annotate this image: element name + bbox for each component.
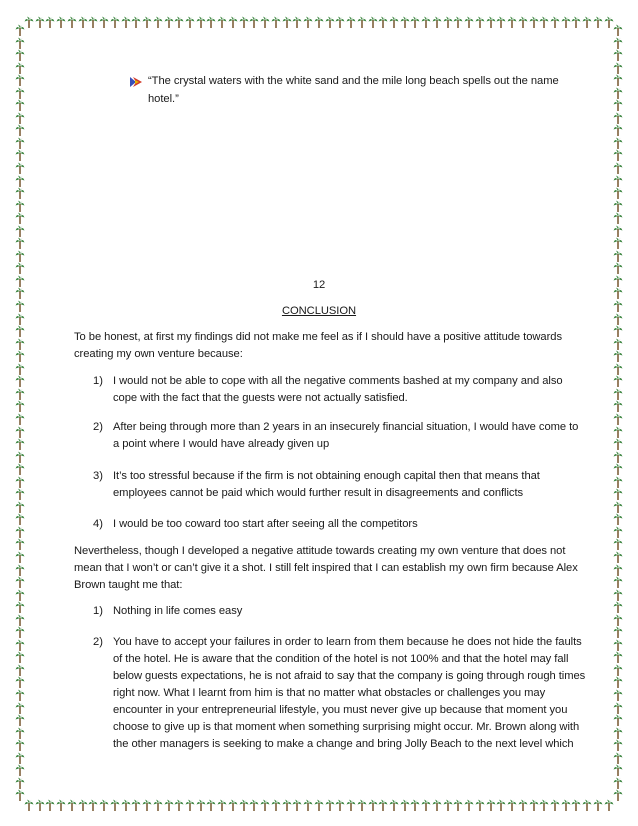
- palm-tree-icon: [15, 714, 25, 726]
- palm-tree-icon: [613, 363, 623, 375]
- palm-tree-icon: [518, 16, 528, 28]
- page-title: CONCLUSION: [281, 305, 357, 317]
- palm-tree-icon: [582, 16, 592, 28]
- palm-tree-icon: [346, 16, 356, 28]
- palm-tree-icon: [613, 338, 623, 350]
- palm-tree-icon: [15, 237, 25, 249]
- palm-tree-icon: [335, 799, 345, 811]
- palm-tree-icon: [228, 16, 238, 28]
- palm-tree-icon: [15, 476, 25, 488]
- palm-tree-icon: [110, 799, 120, 811]
- palm-tree-icon: [496, 16, 506, 28]
- quote-line-1: “The crystal waters with the white sand and the mile long beach spells out the name: [148, 75, 559, 87]
- palm-tree-icon: [400, 799, 410, 811]
- palm-tree-icon: [206, 799, 216, 811]
- list-item-line: choose to give up is that moment when something surprising might occur. Mr. Brown along with: [113, 721, 580, 733]
- palm-tree-icon: [613, 727, 623, 739]
- list-item-line: right now. What I learnt from him is that no matter what obstacles or challenges you may: [113, 687, 546, 699]
- palm-tree-icon: [475, 799, 485, 811]
- palm-tree-icon: [613, 526, 623, 538]
- palm-tree-icon: [15, 62, 25, 74]
- palm-tree-icon: [15, 400, 25, 412]
- palm-tree-icon: [613, 62, 623, 74]
- palm-tree-icon: [314, 799, 324, 811]
- palm-tree-icon: [185, 16, 195, 28]
- palm-tree-icon: [613, 451, 623, 463]
- palm-tree-icon: [206, 16, 216, 28]
- palm-tree-icon: [15, 325, 25, 337]
- palm-tree-icon: [15, 526, 25, 538]
- palm-tree-icon: [15, 689, 25, 701]
- palm-tree-icon: [110, 16, 120, 28]
- palm-tree-icon: [282, 799, 292, 811]
- list-item-line: below guests expectations, he is not afraid to say that the company is going through rough times: [113, 670, 586, 682]
- quote-line-2: hotel.”: [148, 93, 179, 105]
- palm-tree-icon: [507, 16, 517, 28]
- palm-tree-icon: [613, 789, 623, 801]
- border-left: [12, 24, 28, 802]
- palm-tree-icon: [613, 589, 623, 601]
- palm-tree-icon: [613, 225, 623, 237]
- palm-tree-icon: [613, 200, 623, 212]
- palm-tree-icon: [15, 651, 25, 663]
- list-item-number: 2): [93, 421, 103, 433]
- palm-tree-icon: [15, 438, 25, 450]
- palm-tree-icon: [486, 16, 496, 28]
- palm-tree-icon: [571, 799, 581, 811]
- palm-tree-icon: [15, 149, 25, 161]
- palm-tree-icon: [88, 16, 98, 28]
- palm-tree-icon: [613, 37, 623, 49]
- palm-tree-icon: [196, 799, 206, 811]
- list-item-line: employees cannot be paid which would further result in disagreements and conflicts: [113, 487, 524, 499]
- palm-tree-icon: [432, 799, 442, 811]
- palm-tree-icon: [121, 799, 131, 811]
- palm-tree-icon: [196, 16, 206, 28]
- palm-tree-icon: [378, 16, 388, 28]
- palm-tree-icon: [15, 451, 25, 463]
- paragraph-line-1: Nevertheless, though I developed a negative attitude towards creating my own venture that does not: [74, 545, 566, 557]
- palm-tree-icon: [613, 476, 623, 488]
- palm-tree-icon: [613, 137, 623, 149]
- palm-tree-icon: [613, 124, 623, 136]
- palm-tree-icon: [67, 799, 77, 811]
- palm-tree-icon: [613, 49, 623, 61]
- palm-tree-icon: [529, 16, 539, 28]
- palm-tree-icon: [260, 799, 270, 811]
- palm-tree-icon: [613, 112, 623, 124]
- palm-tree-icon: [228, 799, 238, 811]
- palm-tree-icon: [613, 576, 623, 588]
- palm-tree-icon: [613, 24, 623, 36]
- paragraph-line-3: Brown taught me that:: [74, 579, 183, 591]
- palm-tree-icon: [550, 16, 560, 28]
- palm-tree-icon: [15, 363, 25, 375]
- palm-tree-icon: [131, 16, 141, 28]
- intro-line-1: To be honest, at first my findings did not make me feel as if I should have a positive attitude towards: [74, 331, 562, 343]
- palm-tree-icon: [271, 799, 281, 811]
- palm-tree-icon: [593, 16, 603, 28]
- palm-tree-icon: [613, 74, 623, 86]
- palm-tree-icon: [153, 16, 163, 28]
- palm-tree-icon: [292, 16, 302, 28]
- palm-tree-icon: [164, 799, 174, 811]
- palm-tree-icon: [357, 799, 367, 811]
- palm-tree-icon: [142, 799, 152, 811]
- palm-tree-icon: [78, 799, 88, 811]
- palm-tree-icon: [15, 501, 25, 513]
- palm-tree-icon: [174, 16, 184, 28]
- list-item-line: I would be too coward too start after seeing all the competitors: [113, 518, 418, 530]
- palm-tree-icon: [613, 350, 623, 362]
- palm-tree-icon: [164, 16, 174, 28]
- palm-tree-icon: [35, 799, 45, 811]
- palm-tree-icon: [15, 175, 25, 187]
- palm-tree-icon: [15, 49, 25, 61]
- list-item-line: It’s too stressful because if the firm is not obtaining enough capital then that means that: [113, 470, 540, 482]
- palm-tree-icon: [325, 799, 335, 811]
- palm-tree-icon: [15, 262, 25, 274]
- list-item-line: encounter in your entrepreneurial lifestyle, you must never give up because that moment you: [113, 704, 568, 716]
- palm-tree-icon: [35, 16, 45, 28]
- border-top: [24, 14, 614, 30]
- palm-tree-icon: [368, 799, 378, 811]
- palm-tree-icon: [249, 16, 259, 28]
- palm-tree-icon: [292, 799, 302, 811]
- list-item-number: 1): [93, 605, 103, 617]
- palm-tree-icon: [613, 388, 623, 400]
- border-bottom: [24, 797, 614, 813]
- list-item-line: of the hotel. He is aware that the condition of the hotel is not 100% and that the hotel may fall: [113, 653, 569, 665]
- palm-tree-icon: [613, 538, 623, 550]
- palm-tree-icon: [613, 676, 623, 688]
- palm-tree-icon: [15, 488, 25, 500]
- palm-tree-icon: [314, 16, 324, 28]
- palm-tree-icon: [613, 752, 623, 764]
- palm-tree-icon: [613, 488, 623, 500]
- palm-tree-icon: [131, 799, 141, 811]
- palm-tree-icon: [15, 538, 25, 550]
- palm-tree-icon: [518, 799, 528, 811]
- palm-tree-icon: [432, 16, 442, 28]
- palm-tree-icon: [389, 16, 399, 28]
- palm-tree-icon: [15, 676, 25, 688]
- palm-tree-icon: [239, 799, 249, 811]
- palm-tree-icon: [613, 149, 623, 161]
- palm-tree-icon: [15, 87, 25, 99]
- palm-tree-icon: [613, 564, 623, 576]
- palm-tree-icon: [15, 639, 25, 651]
- palm-tree-icon: [185, 799, 195, 811]
- palm-tree-icon: [78, 16, 88, 28]
- palm-tree-icon: [67, 16, 77, 28]
- palm-tree-icon: [15, 200, 25, 212]
- list-item-number: 3): [93, 470, 103, 482]
- palm-tree-icon: [443, 16, 453, 28]
- palm-tree-icon: [613, 237, 623, 249]
- palm-tree-icon: [613, 99, 623, 111]
- palm-tree-icon: [15, 551, 25, 563]
- palm-tree-icon: [217, 16, 227, 28]
- palm-tree-icon: [15, 601, 25, 613]
- palm-tree-icon: [239, 16, 249, 28]
- list-item-number: 1): [93, 375, 103, 387]
- palm-tree-icon: [613, 426, 623, 438]
- palm-tree-icon: [15, 789, 25, 801]
- palm-tree-icon: [613, 664, 623, 676]
- list-item-number: 4): [93, 518, 103, 530]
- palm-tree-icon: [99, 16, 109, 28]
- palm-tree-icon: [410, 16, 420, 28]
- palm-tree-icon: [15, 764, 25, 776]
- palm-tree-icon: [368, 16, 378, 28]
- palm-tree-icon: [15, 576, 25, 588]
- palm-tree-icon: [486, 799, 496, 811]
- palm-tree-icon: [475, 16, 485, 28]
- palm-tree-icon: [45, 799, 55, 811]
- palm-tree-icon: [613, 764, 623, 776]
- list-item-line: I would not be able to cope with all the negative comments bashed at my company and also: [113, 375, 563, 387]
- palm-tree-icon: [507, 799, 517, 811]
- palm-tree-icon: [571, 16, 581, 28]
- palm-tree-icon: [613, 400, 623, 412]
- palm-tree-icon: [357, 16, 367, 28]
- list-item-line: You have to accept your failures in order to learn from them because he does not hide the faults: [113, 636, 582, 648]
- palm-tree-icon: [15, 727, 25, 739]
- palm-tree-icon: [613, 501, 623, 513]
- palm-tree-icon: [15, 664, 25, 676]
- palm-tree-icon: [15, 99, 25, 111]
- palm-tree-icon: [45, 16, 55, 28]
- palm-tree-icon: [378, 799, 388, 811]
- palm-tree-icon: [582, 799, 592, 811]
- palm-tree-icon: [56, 799, 66, 811]
- palm-tree-icon: [613, 777, 623, 789]
- palm-tree-icon: [613, 162, 623, 174]
- palm-tree-icon: [15, 752, 25, 764]
- palm-tree-icon: [15, 614, 25, 626]
- palm-tree-icon: [613, 187, 623, 199]
- palm-tree-icon: [15, 112, 25, 124]
- palm-tree-icon: [550, 799, 560, 811]
- list-item-line: cope with the fact that the guests were not actually satisfied.: [113, 392, 408, 404]
- list-item-line: a point where I would have already given up: [113, 438, 330, 450]
- palm-tree-icon: [15, 564, 25, 576]
- palm-tree-icon: [410, 799, 420, 811]
- palm-tree-icon: [15, 463, 25, 475]
- palm-tree-icon: [15, 413, 25, 425]
- palm-tree-icon: [15, 162, 25, 174]
- palm-tree-icon: [15, 37, 25, 49]
- palm-tree-icon: [613, 413, 623, 425]
- list-item-line: the other managers is seeking to make a change and bring Jolly Beach to the next level which: [113, 738, 574, 750]
- palm-tree-icon: [271, 16, 281, 28]
- palm-tree-icon: [613, 513, 623, 525]
- palm-tree-icon: [561, 16, 571, 28]
- palm-tree-icon: [421, 16, 431, 28]
- palm-tree-icon: [15, 777, 25, 789]
- palm-tree-icon: [15, 513, 25, 525]
- palm-tree-icon: [121, 16, 131, 28]
- palm-tree-icon: [15, 375, 25, 387]
- list-item-line: Nothing in life comes easy: [113, 605, 243, 617]
- palm-tree-icon: [15, 124, 25, 136]
- palm-tree-icon: [15, 350, 25, 362]
- palm-tree-icon: [217, 799, 227, 811]
- page-number: 12: [312, 279, 326, 291]
- palm-tree-icon: [249, 799, 259, 811]
- palm-tree-icon: [15, 338, 25, 350]
- palm-tree-icon: [15, 388, 25, 400]
- palm-tree-icon: [613, 87, 623, 99]
- palm-tree-icon: [593, 799, 603, 811]
- palm-tree-icon: [613, 601, 623, 613]
- palm-tree-icon: [613, 438, 623, 450]
- palm-tree-icon: [613, 626, 623, 638]
- palm-tree-icon: [15, 626, 25, 638]
- palm-tree-icon: [303, 16, 313, 28]
- palm-tree-icon: [15, 250, 25, 262]
- palm-tree-icon: [613, 262, 623, 274]
- palm-tree-icon: [613, 714, 623, 726]
- palm-tree-icon: [529, 799, 539, 811]
- palm-tree-icon: [613, 250, 623, 262]
- arrow-bullet-icon: [130, 77, 142, 87]
- palm-tree-icon: [325, 16, 335, 28]
- palm-tree-icon: [15, 212, 25, 224]
- palm-tree-icon: [496, 799, 506, 811]
- palm-tree-icon: [15, 702, 25, 714]
- palm-tree-icon: [613, 639, 623, 651]
- palm-tree-icon: [421, 799, 431, 811]
- palm-tree-icon: [453, 799, 463, 811]
- palm-tree-icon: [613, 212, 623, 224]
- palm-tree-icon: [56, 16, 66, 28]
- palm-tree-icon: [15, 137, 25, 149]
- palm-tree-icon: [613, 551, 623, 563]
- palm-tree-icon: [335, 16, 345, 28]
- palm-tree-icon: [260, 16, 270, 28]
- palm-tree-icon: [613, 702, 623, 714]
- palm-tree-icon: [613, 739, 623, 751]
- palm-tree-icon: [464, 16, 474, 28]
- palm-tree-icon: [15, 187, 25, 199]
- palm-tree-icon: [282, 16, 292, 28]
- palm-tree-icon: [613, 689, 623, 701]
- palm-tree-icon: [539, 799, 549, 811]
- list-item-number: 2): [93, 636, 103, 648]
- intro-line-2: creating my own venture because:: [74, 348, 243, 360]
- palm-tree-icon: [613, 463, 623, 475]
- palm-tree-icon: [346, 799, 356, 811]
- palm-tree-icon: [15, 225, 25, 237]
- palm-tree-icon: [539, 16, 549, 28]
- palm-tree-icon: [400, 16, 410, 28]
- border-right: [610, 24, 626, 802]
- palm-tree-icon: [443, 799, 453, 811]
- palm-tree-icon: [389, 799, 399, 811]
- palm-tree-icon: [99, 799, 109, 811]
- paragraph-line-2: mean that I won’t or can’t give it a shot. I still felt inspired that I can establish my own firm because Alex: [74, 562, 578, 574]
- palm-tree-icon: [15, 24, 25, 36]
- palm-tree-icon: [142, 16, 152, 28]
- palm-tree-icon: [464, 799, 474, 811]
- palm-tree-icon: [153, 799, 163, 811]
- palm-tree-icon: [613, 651, 623, 663]
- palm-tree-icon: [15, 426, 25, 438]
- palm-tree-icon: [303, 799, 313, 811]
- palm-tree-icon: [15, 589, 25, 601]
- palm-tree-icon: [15, 739, 25, 751]
- palm-tree-icon: [15, 74, 25, 86]
- palm-tree-icon: [613, 325, 623, 337]
- palm-tree-icon: [561, 799, 571, 811]
- list-item-line: After being through more than 2 years in an insecurely financial situation, I would have come to: [113, 421, 579, 433]
- palm-tree-icon: [453, 16, 463, 28]
- palm-tree-icon: [88, 799, 98, 811]
- palm-tree-icon: [613, 614, 623, 626]
- palm-tree-icon: [613, 375, 623, 387]
- palm-tree-icon: [613, 175, 623, 187]
- palm-tree-icon: [174, 799, 184, 811]
